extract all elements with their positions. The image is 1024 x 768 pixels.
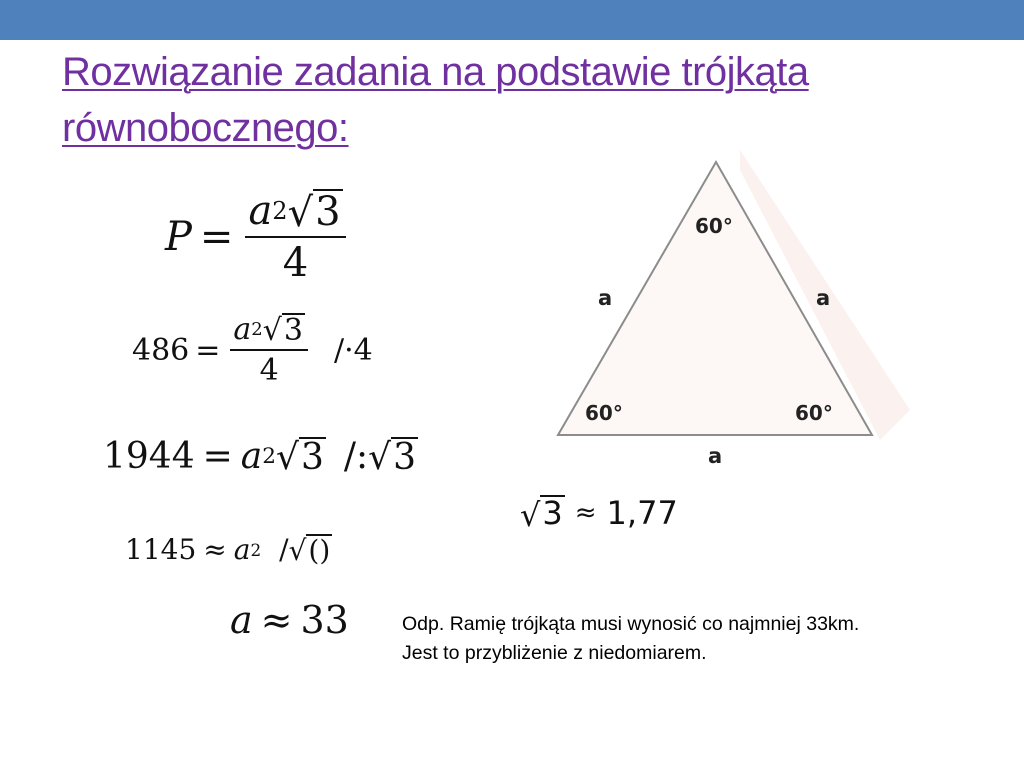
eq2-radicand: 3 xyxy=(283,312,303,348)
eq4-approx: ≈ xyxy=(203,533,227,566)
eq3-op-radicand: 3 xyxy=(393,436,416,478)
eq4-rhs-exp: 2 xyxy=(250,539,262,560)
eq3-op-sqrt xyxy=(368,437,418,477)
angle-right-label: 60° xyxy=(795,401,833,425)
side-right-label: a xyxy=(816,286,831,310)
note-sqrt xyxy=(520,494,565,534)
equation-divided xyxy=(125,533,332,566)
eq2-equals: = xyxy=(195,332,221,368)
eq3-op-sqrt-symbol: √ xyxy=(368,437,392,479)
angle-top-label: 60° xyxy=(695,214,733,238)
eq3-rhs-sqrt xyxy=(276,437,326,477)
eq3-operation-prefix: /: xyxy=(343,436,369,477)
eq1-fraction xyxy=(245,188,345,286)
equilateral-triangle-diagram xyxy=(540,150,910,480)
eq1-radicand: 3 xyxy=(315,189,341,235)
eq3-lhs: 1944 xyxy=(103,436,195,477)
eq4-op-sqrt xyxy=(288,533,333,568)
note-value: 1,77 xyxy=(606,494,678,532)
title-line-2: równobocznego: xyxy=(62,106,349,150)
eq3-rhs-radicand: 3 xyxy=(300,436,324,478)
answer-line-1: Odp. Ramię trójkąta musi wynosić co najmniej 33km. xyxy=(402,613,860,635)
eq1-denominator: 4 xyxy=(282,240,309,286)
eq2-lhs: 486 xyxy=(132,332,190,368)
eq1-equals: = xyxy=(199,214,234,260)
side-left-label: a xyxy=(598,286,613,310)
eq1-sqrt-symbol: √ xyxy=(287,190,314,236)
eq3-equals: = xyxy=(202,436,233,477)
eq2-num-a: a xyxy=(233,312,252,347)
eq3-rhs-exp: 2 xyxy=(262,444,277,469)
note-approx: ≈ xyxy=(574,498,597,528)
eq2-sqrt xyxy=(263,313,305,347)
eq1-lhs: P xyxy=(165,214,192,260)
title-line-1: Rozwiązanie zadania na podstawie trójkąta xyxy=(62,50,809,94)
note-sqrt-symbol: √ xyxy=(520,495,541,534)
eq4-op-sqrt-symbol: √ xyxy=(288,534,307,568)
eq2-sqrt-symbol: √ xyxy=(262,313,282,349)
eq5-approx: ≈ xyxy=(260,598,293,642)
eq2-num-exp: 2 xyxy=(251,319,263,340)
note-radicand: 3 xyxy=(542,494,563,533)
eq2-denominator: 4 xyxy=(259,353,279,388)
eq5-rhs: 33 xyxy=(300,598,349,642)
eq4-op-radicand: () xyxy=(308,533,331,567)
eq3-rhs-a: a xyxy=(240,436,263,477)
eq1-num-a: a xyxy=(248,188,273,234)
angle-left-label: 60° xyxy=(585,401,623,425)
side-bottom-label: a xyxy=(708,444,723,468)
equation-substitution xyxy=(132,312,373,388)
equation-area-formula xyxy=(165,188,350,286)
equation-result xyxy=(230,598,349,642)
eq3-rhs-sqrt-symbol: √ xyxy=(276,437,299,479)
eq4-operation-prefix: / xyxy=(279,533,289,566)
equation-multiplied xyxy=(103,436,418,477)
eq2-fraction xyxy=(230,312,308,388)
eq1-num-exp: 2 xyxy=(272,197,288,225)
answer-text xyxy=(402,610,1012,668)
slide-title xyxy=(62,44,962,156)
answer-line-2: Jest to przybliżenie z niedomiarem. xyxy=(402,642,707,664)
eq1-sqrt xyxy=(287,189,343,236)
eq5-lhs: a xyxy=(230,598,253,642)
sqrt3-approximation xyxy=(520,494,678,532)
eq4-lhs: 1145 xyxy=(125,533,197,566)
top-bar xyxy=(0,0,1024,40)
eq2-operation: /·4 xyxy=(333,332,373,368)
eq4-rhs-a: a xyxy=(233,533,251,566)
